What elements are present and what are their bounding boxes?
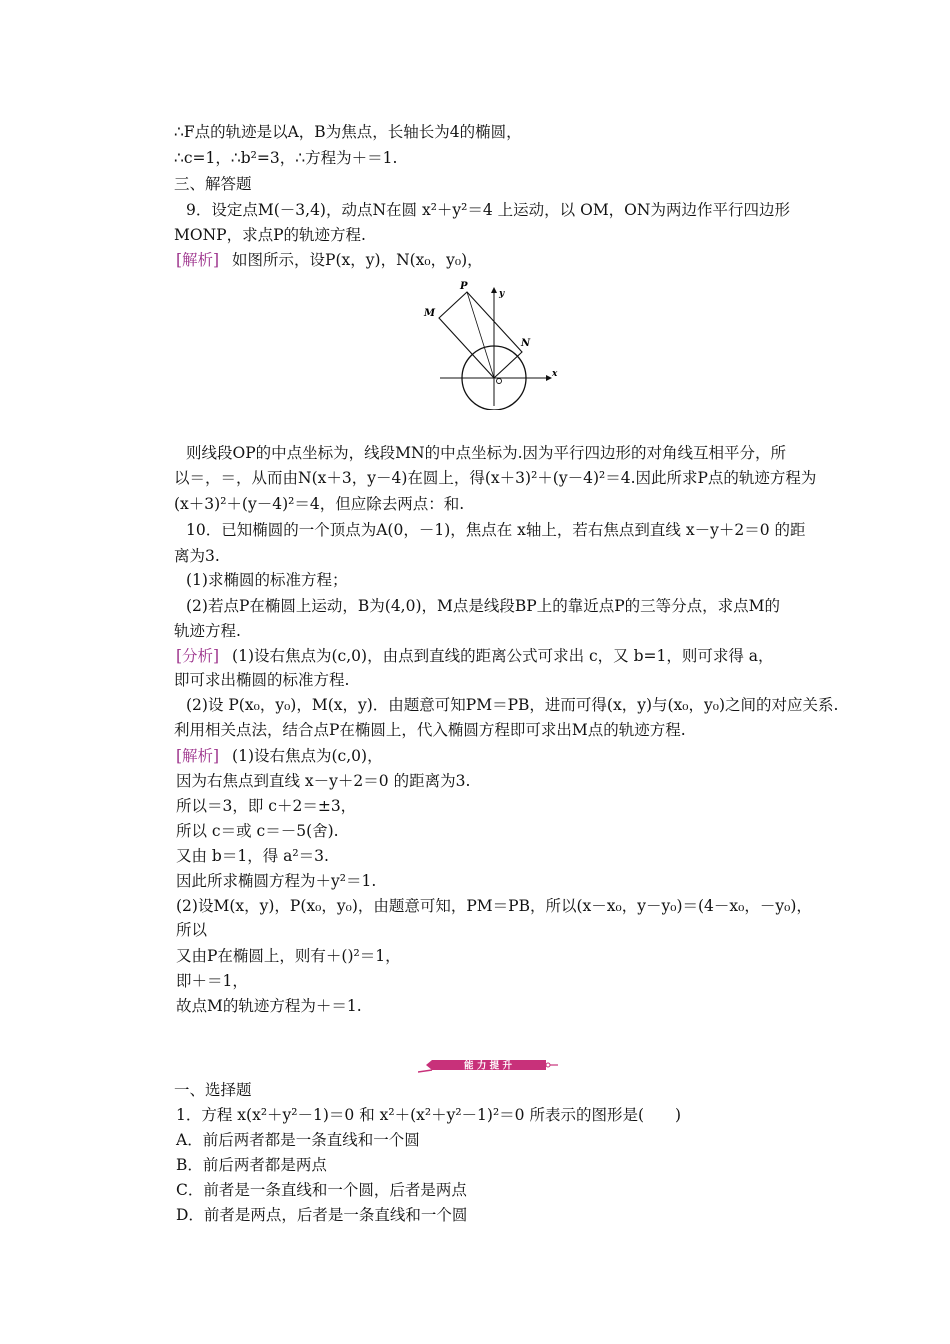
banner-tail [418, 1070, 432, 1072]
fenxi-tag: [分析] [176, 647, 220, 665]
text-line: 故点M的轨迹方程为＋＝1. [176, 997, 362, 1015]
text-line: 所以 c＝或 c＝－5(舍). [176, 822, 339, 840]
label-p: P [460, 281, 468, 292]
section-heading: 一、选择题 [174, 1081, 252, 1099]
solution-10-line [176, 746, 383, 766]
text-span: (1)设右焦点为(c,0)，由点到直线的距离公式可求出 c，又 b=1，则可求得 a， [232, 647, 774, 665]
section-banner [418, 1052, 558, 1076]
jiexi-tag: [解析] [176, 747, 220, 765]
text-line: ∴c=1，∴b²=3，∴方程为＋＝1. [174, 149, 398, 167]
problem-9: 9．设定点M(－3,4)，动点N在圆 x²＋y²＝4 上运动，以 OM，ON为两边作平行四边形 [186, 201, 790, 219]
geometry-figure [418, 280, 563, 410]
text-line: (2)设 P(x₀，y₀)，M(x，y)．由题意可知PM＝PB，进而可得(x，y)与(x₀，y₀)之间的对应关系. [186, 696, 839, 714]
banner-text: 能 力 提 升 [464, 1060, 512, 1072]
text-line: 因为右焦点到直线 x－y＋2＝0 的距离为3. [176, 772, 471, 790]
problem-10: 10．已知椭圆的一个顶点为A(0，－1)，焦点在 x轴上，若右焦点到直线 x－y＋2＝0 的距 [186, 521, 806, 539]
text-line: 即＋＝1， [176, 972, 248, 990]
text-line: 以＝，＝，从而由N(x＋3，y－4)在圆上，得(x＋3)²＋(y－4)²＝4.因此所求P点的轨迹方程为 [174, 469, 817, 487]
text-line: 轨迹方程. [174, 622, 241, 640]
question-1: 1．方程 x(x²＋y²－1)＝0 和 x²＋(x²＋y²－1)²＝0 所表示的图形是( ) [176, 1106, 682, 1124]
text-line: MONP，求点P的轨迹方程. [174, 226, 366, 244]
text-line: (2)若点P在椭圆上运动，B为(4,0)，M点是线段BP上的靠近点P的三等分点，求点M的 [186, 597, 781, 615]
label-n: N [521, 338, 531, 349]
section-heading: 三、解答题 [174, 175, 252, 193]
solution-9-intro [176, 250, 483, 270]
text-line: 所以 [176, 921, 208, 939]
diagonal-op [467, 292, 494, 378]
option-b: B．前后两者都是两点 [176, 1156, 327, 1174]
text-line: 离为3. [174, 547, 220, 565]
text-line: 即可求出椭圆的标准方程. [174, 671, 350, 689]
text-line: (1)求椭圆的标准方程； [186, 571, 348, 589]
option-d: D．前者是两点，后者是一条直线和一个圆 [176, 1206, 468, 1224]
text-line: ∴F点的轨迹是以A，B为焦点，长轴长为4的椭圆， [174, 123, 522, 141]
option-a: A．前后两者都是一条直线和一个圆 [176, 1131, 420, 1149]
text-line: 又由 b＝1，得 a²＝3. [176, 847, 329, 865]
text-line: 又由P在椭圆上，则有＋()²＝1， [176, 947, 401, 965]
label-y: y [499, 289, 505, 299]
text-span: (1)设右焦点为(c,0)， [232, 747, 383, 765]
label-x: x [552, 369, 558, 379]
banner-dot [546, 1063, 550, 1067]
text-line: 则线段OP的中点坐标为，线段MN的中点坐标为.因为平行四边形的对角线互相平分，所 [186, 444, 786, 462]
text-line: (2)设M(x，y)，P(x₀，y₀)，由题意可知，PM＝PB，所以(x－x₀，y－y₀)＝(4－x₀，－y₀)， [176, 897, 812, 915]
option-c: C．前者是一条直线和一个圆，后者是两点 [176, 1181, 467, 1199]
text-line: 因此所求椭圆方程为＋y²＝1. [176, 872, 377, 890]
text-line: 所以＝3，即 c＋2＝±3， [176, 797, 357, 815]
text-line: 利用相关点法，结合点P在椭圆上，代入椭圆方程即可求出M点的轨迹方程. [174, 721, 686, 739]
text-line: (x＋3)²＋(y－4)²＝4，但应除去两点：和. [174, 495, 465, 513]
analysis-line [176, 646, 774, 666]
analysis-tag: [解析] [176, 251, 220, 269]
origin-mark [497, 379, 502, 384]
text-span: 如图所示，设P(x，y)，N(x₀，y₀)， [232, 251, 483, 269]
label-m: M [424, 308, 436, 319]
